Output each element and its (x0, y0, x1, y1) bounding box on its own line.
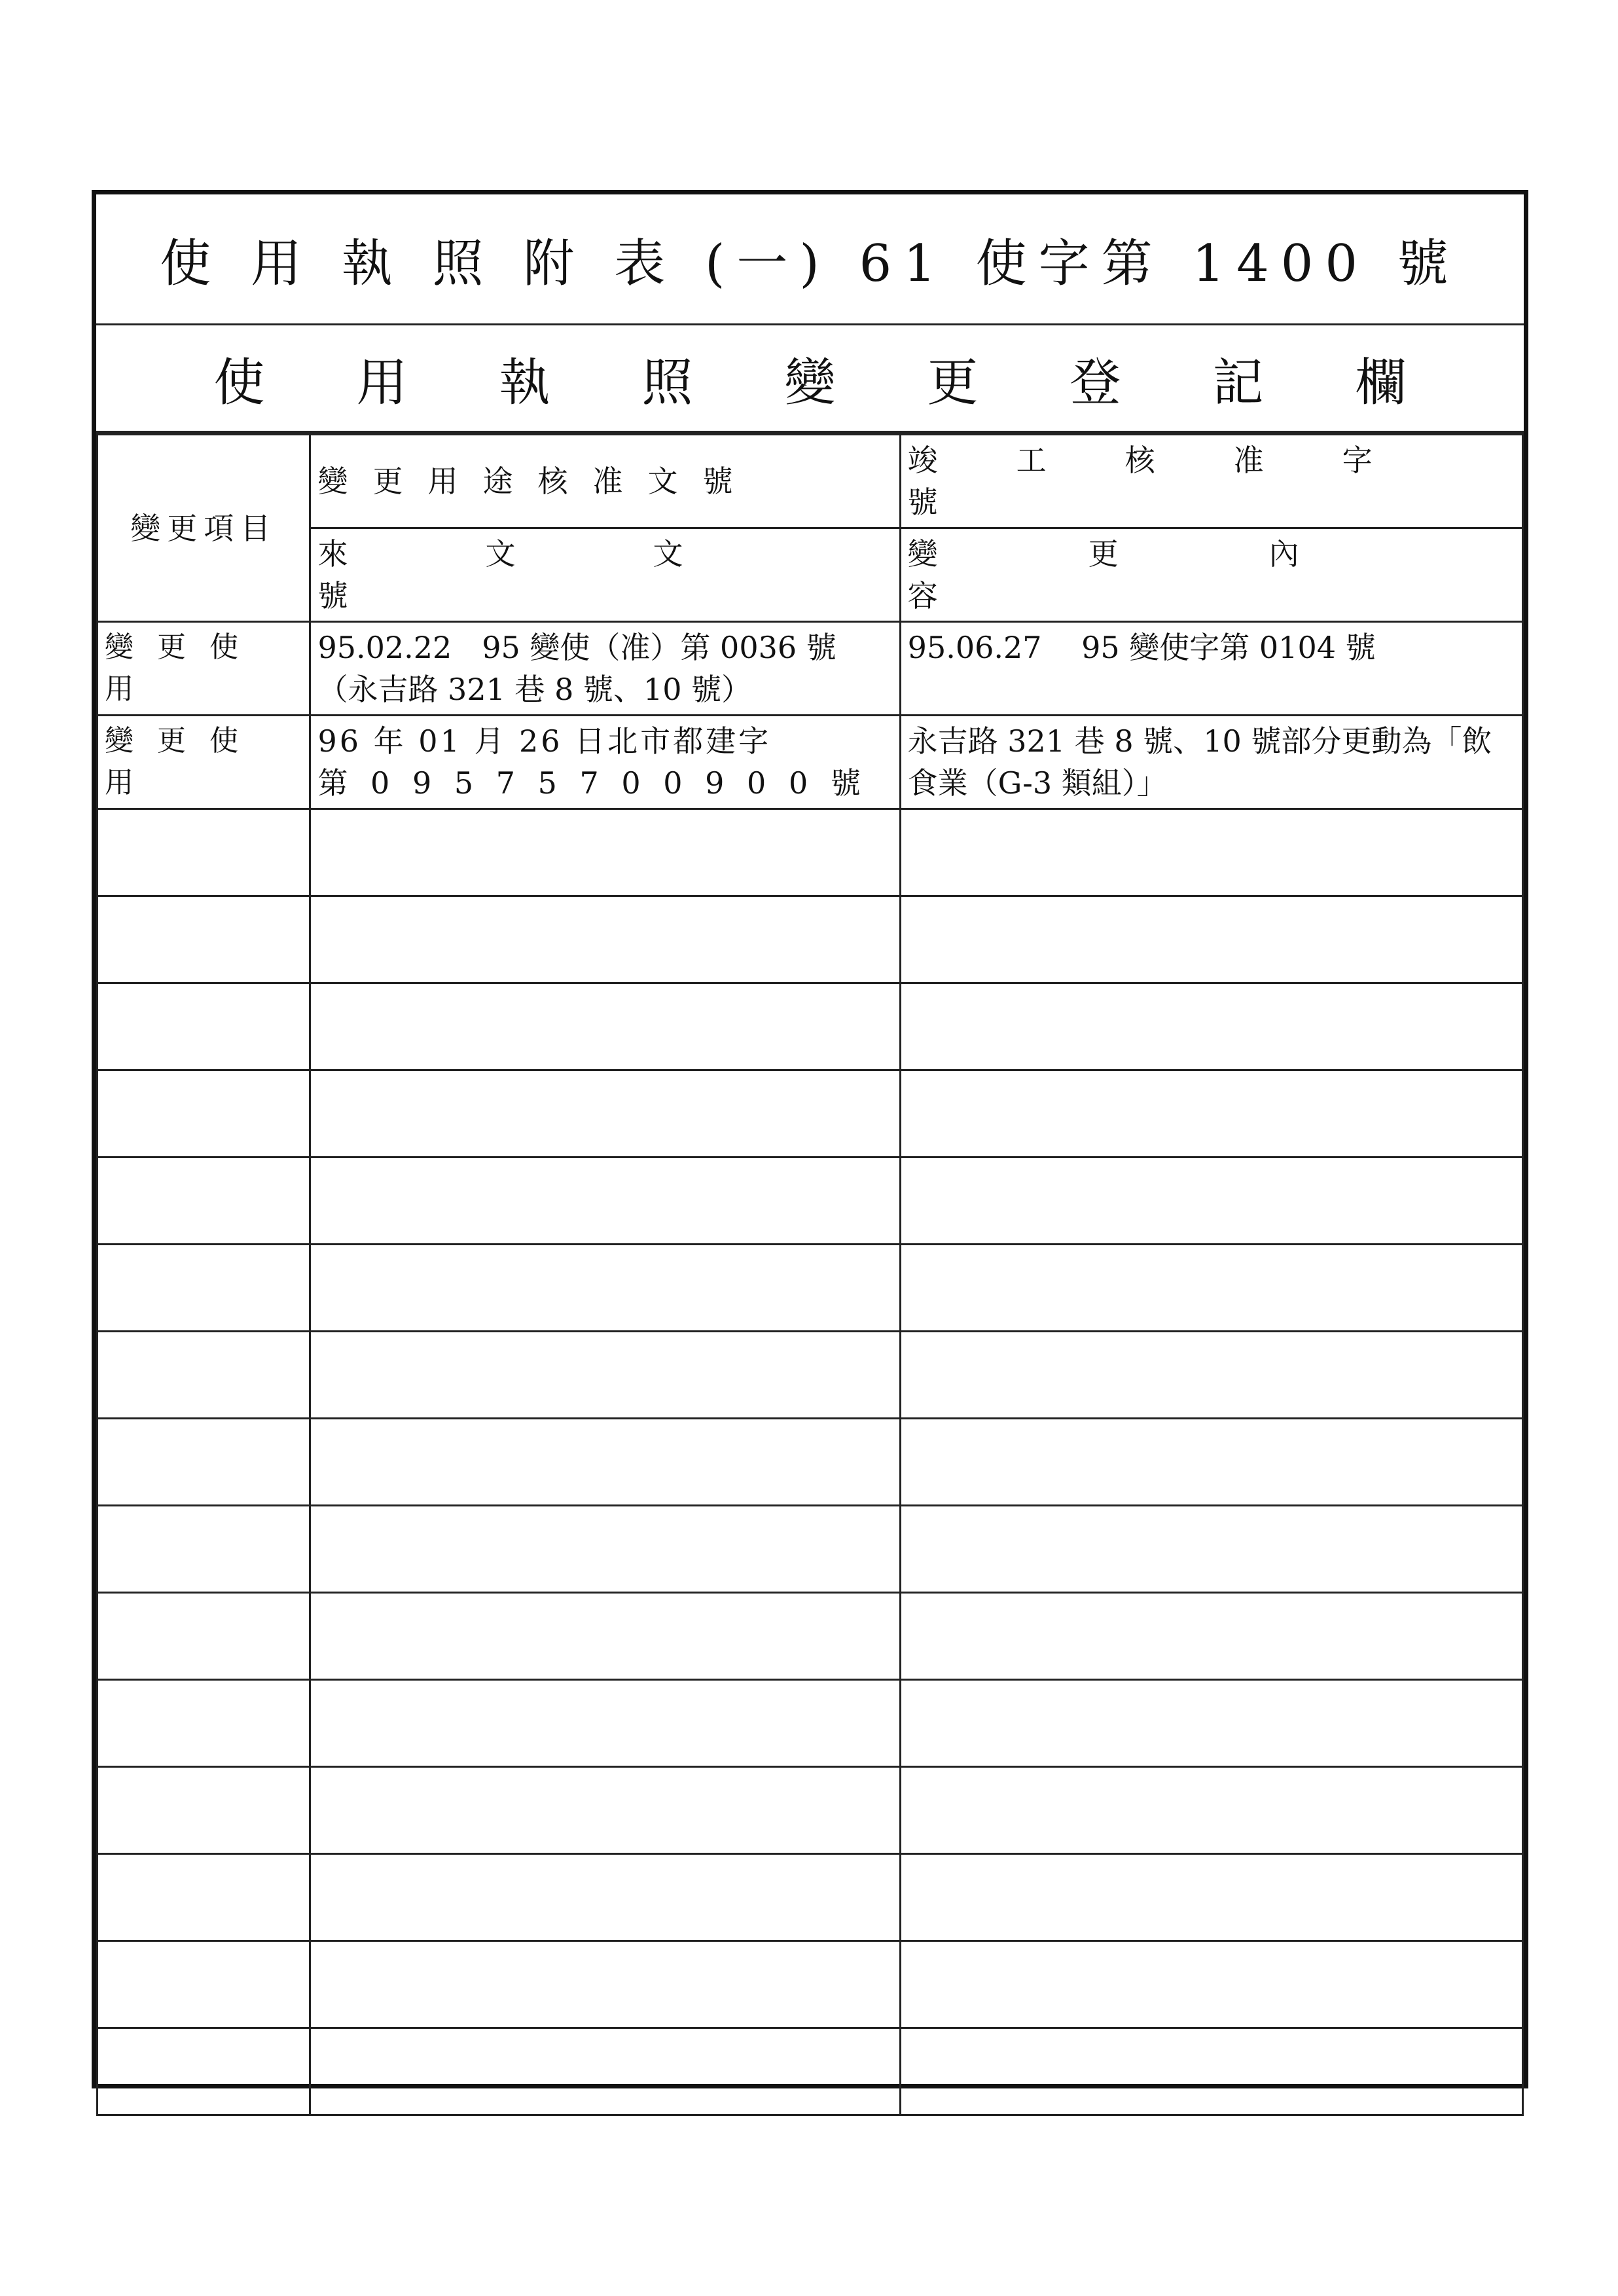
header-approval-doc-no: 變更用途核准文號 (310, 435, 900, 528)
table-row (98, 1680, 1523, 1767)
table-row (98, 716, 1523, 809)
table-row (98, 1245, 1523, 1332)
table-row (98, 1767, 1523, 1854)
row-item (98, 716, 310, 809)
row-content-line2: 食業（G-3 類組）」 (907, 765, 1167, 801)
table-row (98, 2028, 1523, 2115)
row-item (98, 622, 310, 716)
table-row (98, 809, 1523, 896)
table-row (98, 983, 1523, 1070)
row-doc-line2: （永吉路 321 巷 8 號、10 號） (317, 672, 752, 707)
registration-table (96, 433, 1524, 2116)
header-incoming-doc-no: 來文文號 (310, 528, 900, 622)
row-content-line1: 95.06.27 95 變使字第 0104 號 (907, 630, 1376, 665)
table-row (98, 1941, 1523, 2028)
row-item-label: 變更使用 (105, 724, 262, 799)
document-frame (92, 190, 1528, 2088)
page-title: 使 用 執 照 附 表 (一) 61 使字第 1400 號 (96, 194, 1524, 325)
row-doc-line2: 第 0 9 5 7 5 7 0 0 9 0 0 號 (317, 765, 867, 801)
table-row (98, 1070, 1523, 1157)
table-row (98, 1332, 1523, 1419)
header-completion-no: 竣工核准字號 (900, 435, 1522, 528)
table-row (98, 622, 1523, 716)
row-content-line1: 永吉路 321 巷 8 號、10 號部分更動為「飲 (907, 723, 1492, 759)
header-row-bottom (98, 528, 1523, 622)
table-row (98, 1419, 1523, 1506)
header-change-content: 變更內容 (900, 528, 1522, 622)
row-doc-no (310, 622, 900, 716)
row-doc-line1: 96 年 01 月 26 日北市都建字 (317, 723, 772, 759)
row-content (900, 716, 1522, 809)
row-doc-line1: 95.02.22 95 變使（准）第 0036 號 (317, 630, 836, 665)
header-row-top (98, 435, 1523, 528)
header-change-item: 變更項目 (98, 435, 310, 622)
table-row (98, 896, 1523, 983)
row-doc-no (310, 716, 900, 809)
table-row (98, 1854, 1523, 1941)
table-row (98, 1506, 1523, 1593)
row-item-label: 變更使用 (105, 630, 262, 706)
row-content (900, 622, 1522, 716)
section-subtitle: 使用執照變更登記欄 (96, 325, 1524, 433)
table-row (98, 1157, 1523, 1245)
table-row (98, 1593, 1523, 1680)
